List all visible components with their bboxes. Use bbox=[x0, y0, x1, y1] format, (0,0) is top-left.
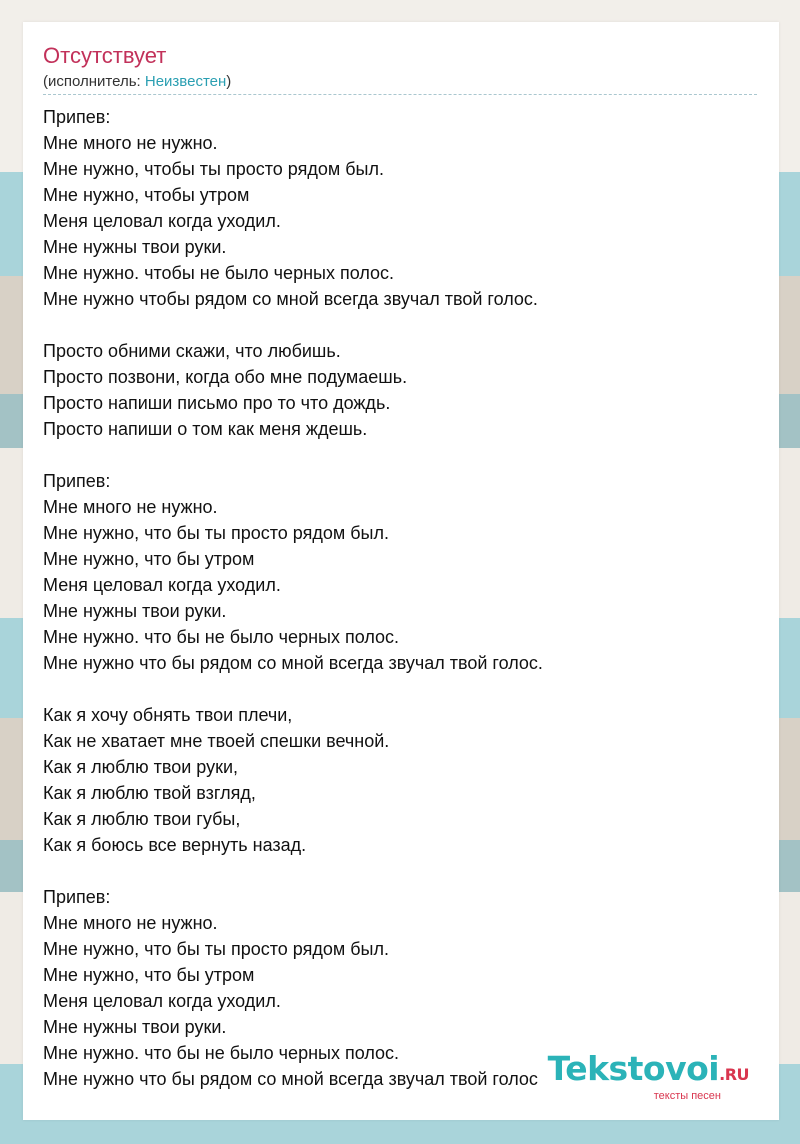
lyric-line: Мне нужно что бы рядом со мной всегда звучал твой голос. bbox=[43, 653, 543, 673]
lyric-line: Как не хватает мне твоей спешки вечной. bbox=[43, 731, 390, 751]
lyric-line: Припев: bbox=[43, 471, 111, 491]
stanza-break bbox=[43, 442, 757, 468]
lyrics-card bbox=[23, 22, 779, 1120]
lyric-line: Мне нужно. что бы не было черных полос. bbox=[43, 627, 400, 647]
lyric-line: Мне нужны твои руки. bbox=[43, 1017, 227, 1037]
lyric-line: Как я люблю твои губы, bbox=[43, 809, 241, 829]
lyric-line: Мне много не нужно. bbox=[43, 913, 218, 933]
lyrics-text bbox=[43, 104, 757, 1092]
lyric-line: Мне нужно, чтобы утром bbox=[43, 185, 250, 205]
page-title: Отсутствует bbox=[43, 43, 167, 68]
lyric-line: Просто напиши письмо про то что дождь. bbox=[43, 393, 391, 413]
lyric-line: Как я хочу обнять твои плечи, bbox=[43, 705, 293, 725]
lyric-line: Как я боюсь все вернуть назад. bbox=[43, 835, 307, 855]
lyric-line: Как я люблю твои руки, bbox=[43, 757, 239, 777]
stanza-break bbox=[43, 312, 757, 338]
lyric-line: Мне нужно, что бы утром bbox=[43, 965, 255, 985]
lyric-line: Припев: bbox=[43, 107, 111, 127]
lyric-line: Меня целовал когда уходил. bbox=[43, 991, 281, 1011]
lyric-line: Мне много не нужно. bbox=[43, 133, 218, 153]
lyric-line: Мне нужны твои руки. bbox=[43, 601, 227, 621]
lyric-line: Меня целовал когда уходил. bbox=[43, 211, 281, 231]
artist-suffix: ) bbox=[226, 73, 232, 90]
artist-line bbox=[43, 72, 231, 92]
site-logo[interactable] bbox=[547, 1049, 749, 1102]
lyric-line: Мне нужно, что бы ты просто рядом был. bbox=[43, 939, 389, 959]
lyric-line: Как я люблю твой взгляд, bbox=[43, 783, 256, 803]
lyric-line: Просто обними скажи, что любишь. bbox=[43, 341, 341, 361]
lyric-line: Припев: bbox=[43, 887, 111, 907]
artist-prefix: (исполнитель: bbox=[43, 73, 145, 90]
lyric-line: Мне нужно, что бы ты просто рядом был. bbox=[43, 523, 389, 543]
title-divider bbox=[43, 94, 757, 95]
lyric-line: Просто позвони, когда обо мне подумаешь. bbox=[43, 367, 408, 387]
lyric-line: Меня целовал когда уходил. bbox=[43, 575, 281, 595]
lyric-line: Мне нужно. чтобы не было черных полос. bbox=[43, 263, 395, 283]
stanza-break bbox=[43, 676, 757, 702]
lyric-line: Мне нужно, что бы утром bbox=[43, 549, 255, 569]
artist-link[interactable]: Неизвестен bbox=[144, 73, 227, 90]
lyric-line: Мне нужно. что бы не было черных полос. bbox=[43, 1043, 400, 1063]
logo-domain: .RU bbox=[719, 1065, 749, 1084]
logo-tagline: тексты песен bbox=[653, 1090, 721, 1102]
lyric-line: Мне нужно что бы рядом со мной всегда звучал твой голос bbox=[43, 1069, 538, 1089]
stanza-break bbox=[43, 858, 757, 884]
lyric-line: Мне нужны твои руки. bbox=[43, 237, 227, 257]
lyric-line: Мне много не нужно. bbox=[43, 497, 218, 517]
lyric-line: Просто напиши о том как меня ждешь. bbox=[43, 419, 368, 439]
logo-text: Tekstovoi bbox=[547, 1049, 720, 1088]
lyric-line: Мне нужно, чтобы ты просто рядом был. bbox=[43, 159, 384, 179]
lyric-line: Мне нужно чтобы рядом со мной всегда звучал твой голос. bbox=[43, 289, 538, 309]
